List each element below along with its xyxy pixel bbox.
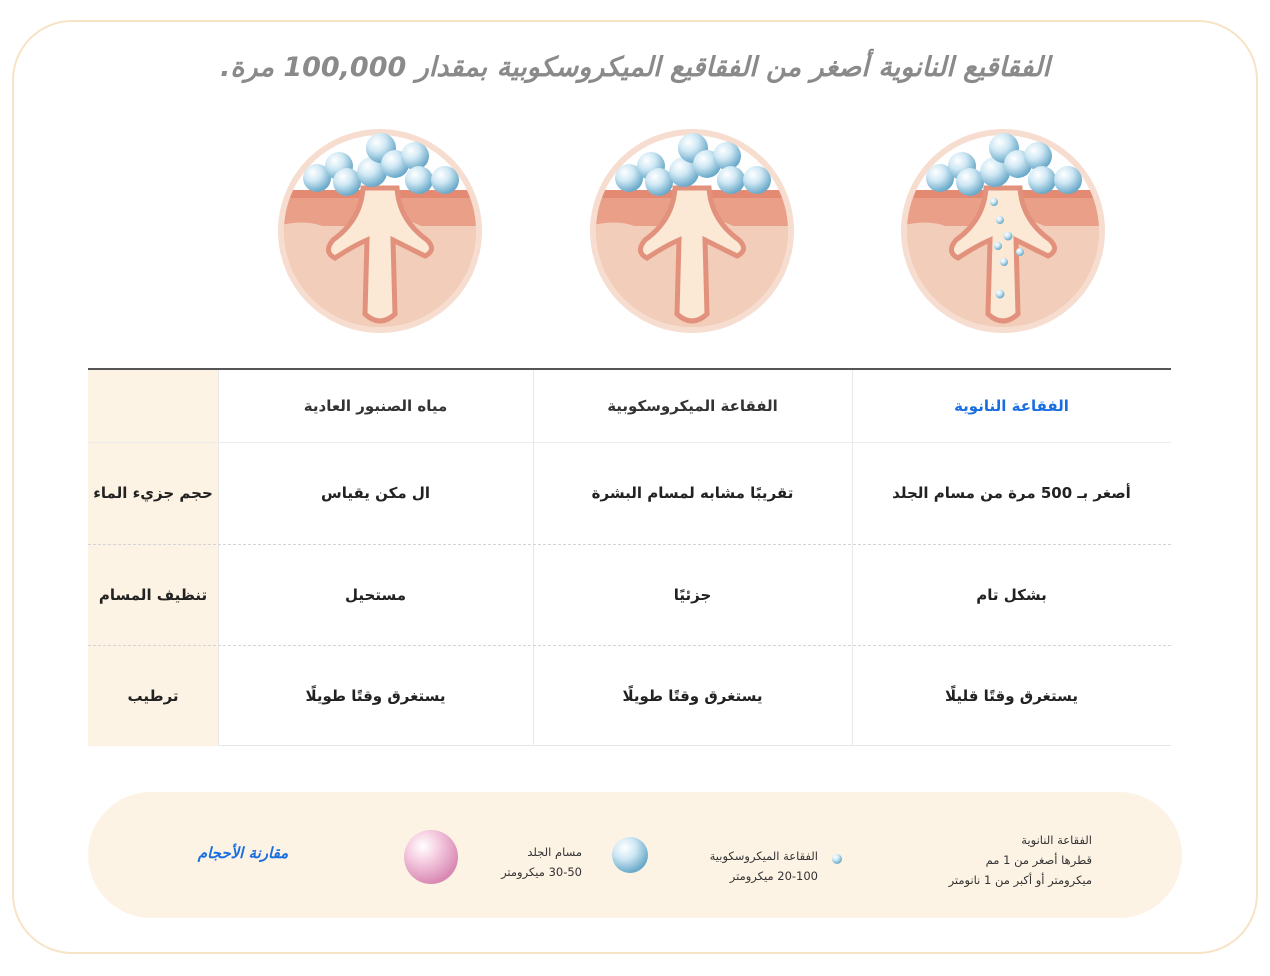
microbubble-icon xyxy=(610,835,650,875)
column-header-tap-water: مياه الصنبور العادية xyxy=(303,397,448,415)
column-header-nanobubble: الفقاعة النانوية xyxy=(954,397,1069,415)
row-label-moisturizing: ترطيب xyxy=(127,686,179,705)
legend-microbubble-text: الفقاعة الميكروسكوبية 20-100 ميكرومتر xyxy=(709,849,818,883)
cell-tap-water-molecule-size: ال مكن يقياس xyxy=(321,484,430,502)
row-label-pore-cleaning: تنظيف المسام xyxy=(98,585,208,604)
comparison-table xyxy=(88,368,1171,746)
column-header-microbubble: الفقاعة الميكروسكوبية xyxy=(607,397,778,415)
cell-microbubble-pore-cleaning: جزئيًا xyxy=(673,585,712,604)
headline: الفقاقيع النانوية أصغر من الفقاقيع الميكروسكوبية بمقدار 100,000 مرة. xyxy=(220,52,1050,83)
size-comparison-legend xyxy=(88,792,1182,918)
cell-nanobubble-moisturizing: يستغرق وقتًا قليلًا xyxy=(944,686,1079,705)
cell-nanobubble-molecule-size: أصغر بـ 500 مرة من مسام الجلد xyxy=(892,484,1131,502)
cell-tap-water-moisturizing: يستغرق وقتًا طويلًا xyxy=(305,686,446,705)
microbubble-pore-illustration xyxy=(589,128,795,334)
cell-microbubble-moisturizing: يستغرق وقتًا طويلًا xyxy=(622,686,763,705)
nanobubble-pore-illustration xyxy=(900,128,1106,334)
legend-pore-text: مسام الجلد 30-50 ميكرومتر xyxy=(501,845,582,879)
row-label-water-molecule-size: حجم جزيء الماء xyxy=(93,484,213,502)
cell-microbubble-molecule-size: تقريبًا مشابه لمسام البشرة xyxy=(591,484,794,502)
nanobubble-icon xyxy=(831,853,843,865)
skin-pore-icon xyxy=(402,828,460,886)
cell-nanobubble-pore-cleaning: بشكل تام xyxy=(976,585,1047,604)
legend-title: مقارنة الأحجام xyxy=(197,844,289,862)
tap-water-pore-illustration xyxy=(277,128,483,334)
cell-tap-water-pore-cleaning: مستحيل xyxy=(345,585,406,604)
legend-nanobubble-text: الفقاعة النانوية قطرها أصغر من 1 مم ميكرومتر أو أكبر من 1 نانومتر xyxy=(948,833,1092,887)
